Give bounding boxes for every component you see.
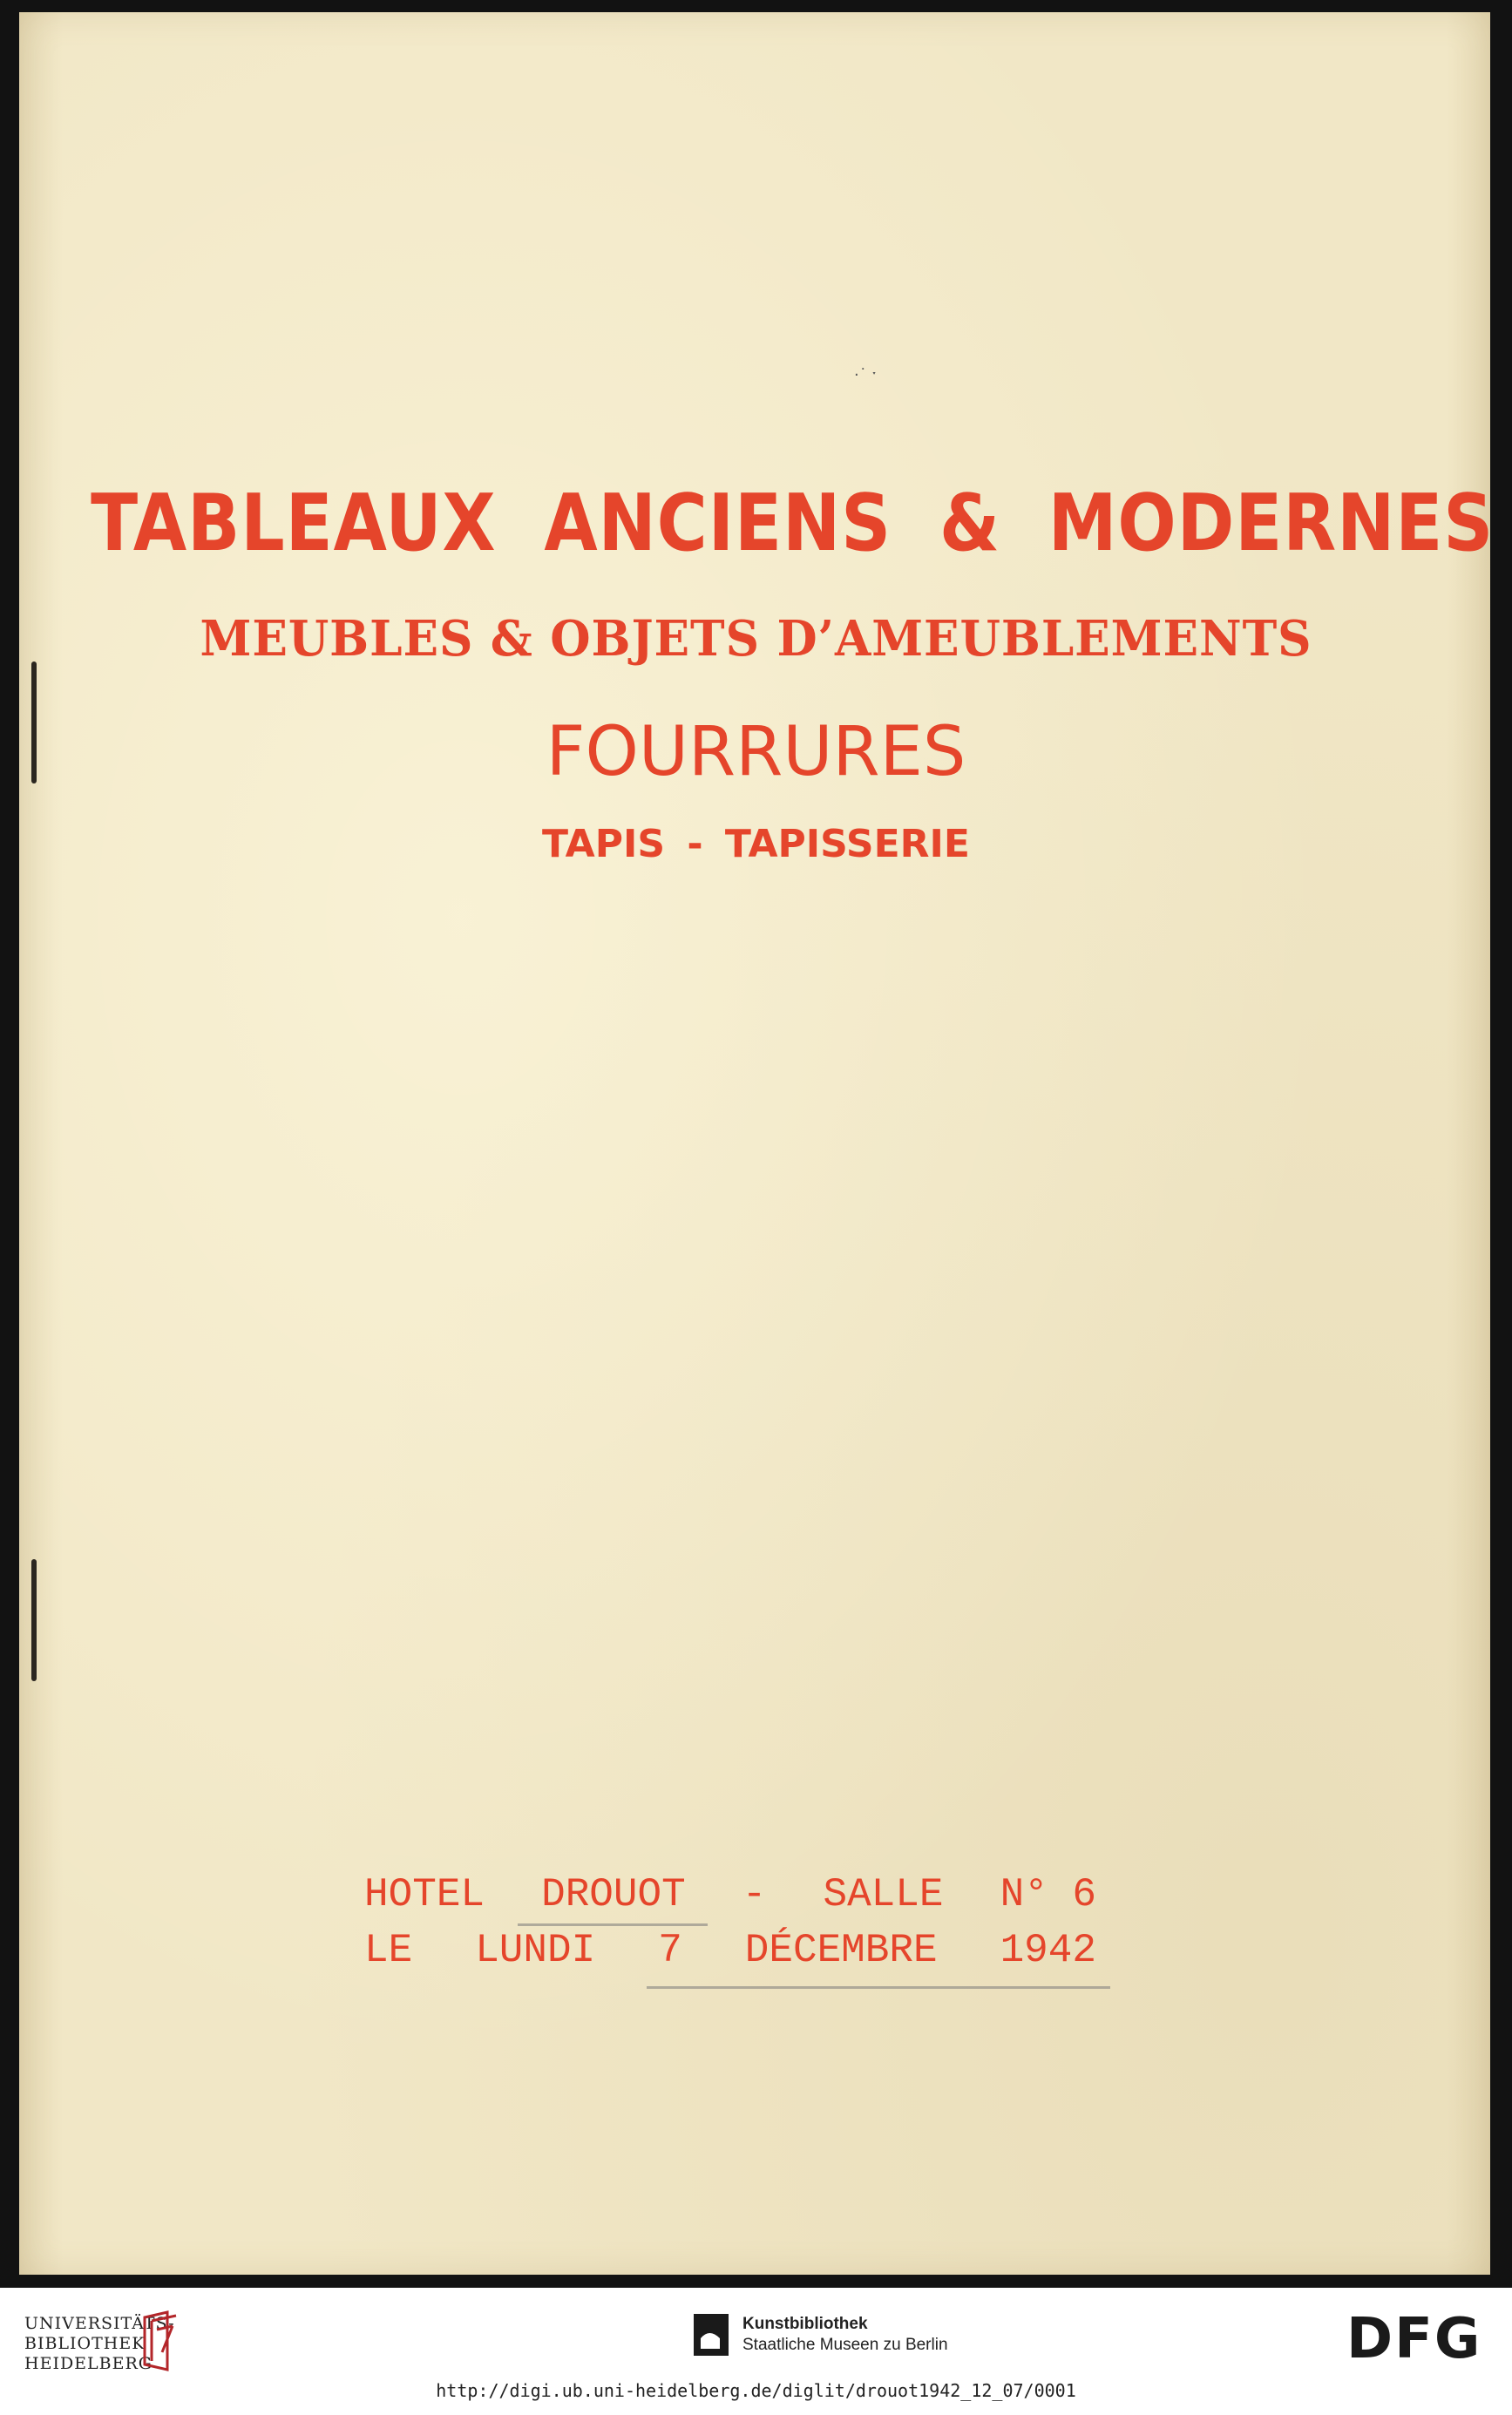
permalink-url[interactable]: http://digi.ub.uni-heidelberg.de/diglit/drouot1942_12_07/0001 — [436, 2380, 1076, 2401]
kunstbibliothek-logo-icon — [692, 2312, 730, 2357]
digitization-footer — [0, 2288, 1512, 2415]
cover-carpets: TAPIS - TAPISSERIE — [542, 822, 970, 866]
venue-line-2 — [364, 1928, 1096, 1973]
dfg-logo: DFG — [1346, 2307, 1482, 2371]
venue-word: 1942 — [1000, 1928, 1096, 1973]
pencil-underline — [647, 1986, 1110, 1989]
venue-word: DÉCEMBRE — [744, 1928, 938, 1973]
venue-word: HOTEL — [364, 1872, 485, 1917]
venue-word: SALLE — [823, 1872, 944, 1917]
venue-word: N° 6 — [1000, 1872, 1096, 1917]
pencil-underline — [518, 1923, 708, 1926]
venue-line-1 — [364, 1872, 1096, 1917]
cover-furs: FOURRURES — [546, 713, 966, 791]
venue-word: LE — [364, 1928, 413, 1973]
venue-word: LUNDI — [475, 1928, 596, 1973]
university-logo-icon — [138, 2309, 183, 2375]
ink-speck: ·˙ ˑ — [854, 366, 878, 384]
university-library-label: UNIVERSITÄTS- BIBLIOTHEK HEIDELBERG — [24, 2314, 175, 2373]
venue-word: DROUOT — [541, 1872, 686, 1917]
cover-subtitle: MEUBLES & OBJETS D’AMEUBLEMENTS — [200, 610, 1312, 668]
venue-word: - — [742, 1872, 767, 1917]
staple-bottom — [31, 1559, 37, 1681]
venue-word: 7 — [658, 1928, 682, 1973]
kunstbibliothek-label: Kunstbibliothek Staatliche Museen zu Berlin — [742, 2315, 948, 2354]
cover-title: TABLEAUX ANCIENS & MODERNES — [91, 478, 1495, 569]
